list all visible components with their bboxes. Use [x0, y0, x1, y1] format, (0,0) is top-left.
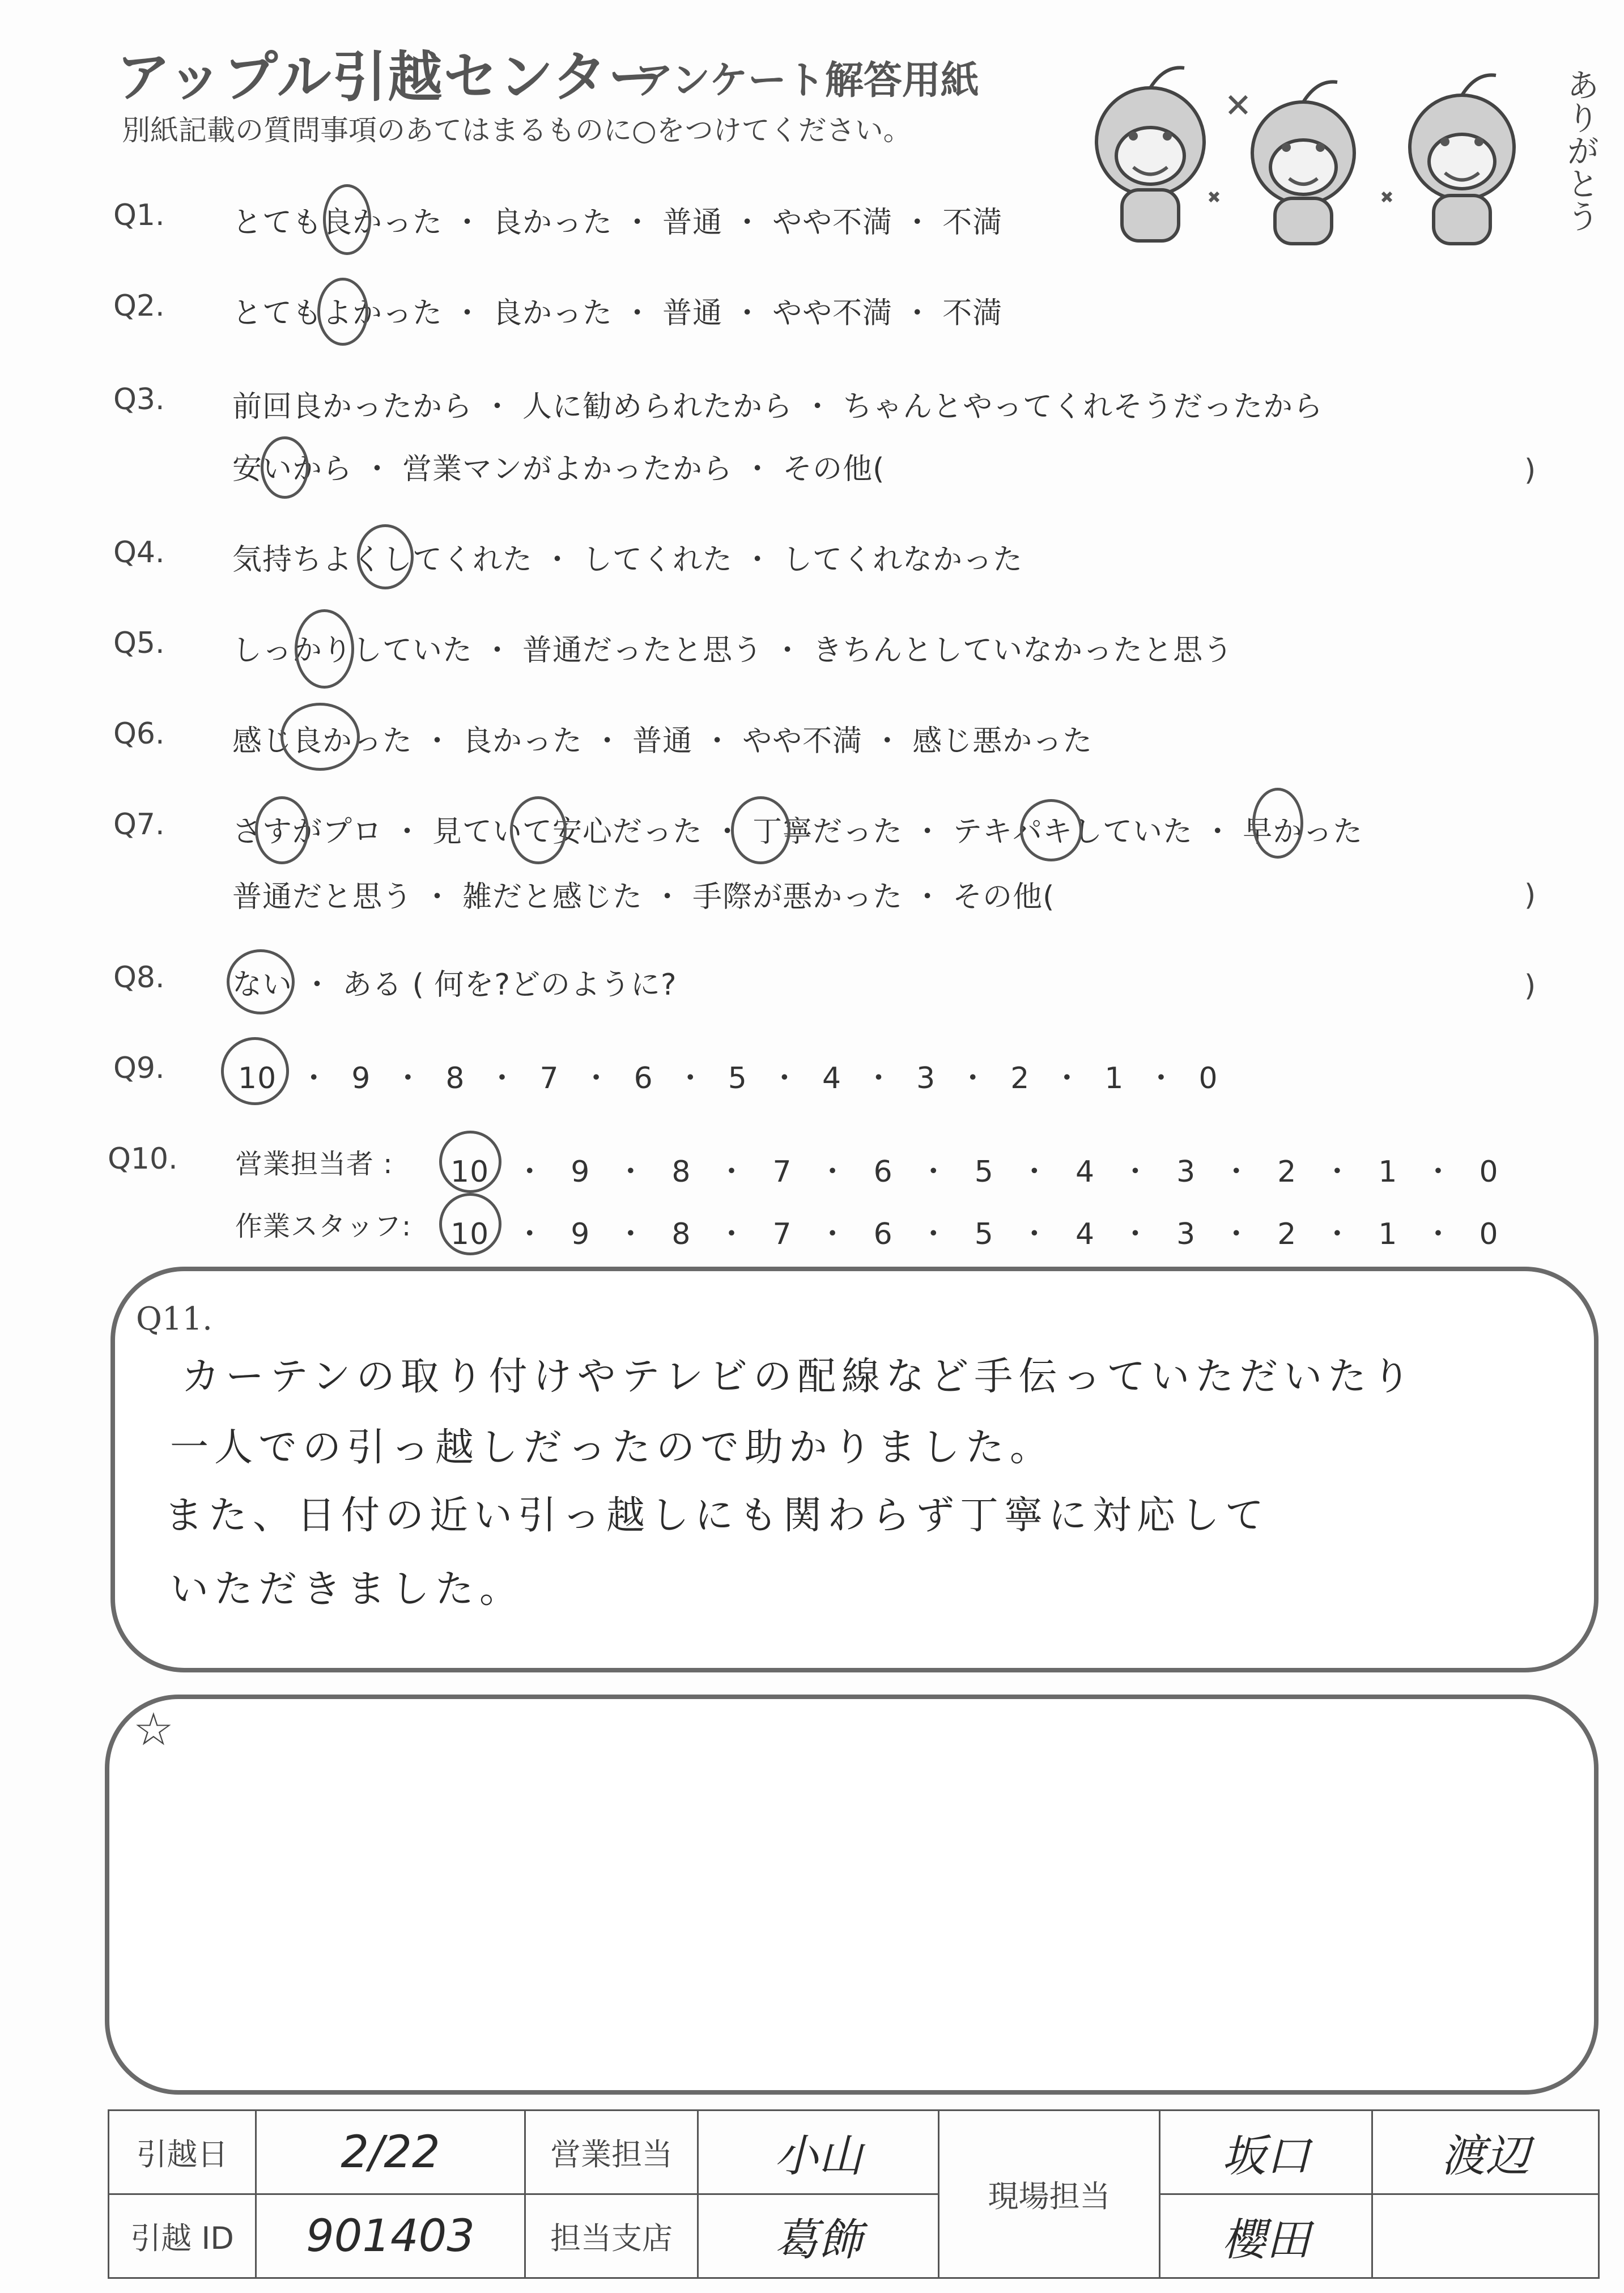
answer-circle-q10-staff [439, 1193, 501, 1255]
page-subtitle: アンケート解答用紙 [635, 58, 979, 103]
question-label-q1: Q1. [113, 198, 165, 232]
q10-sales-options: 10 ・ 9 ・ 8 ・ 7 ・ 6 ・ 5 ・ 4 ・ 3 ・ 2 ・ 1 ・ 0 [450, 1155, 1499, 1189]
answer-circle-q7-hayakatta [1252, 788, 1303, 859]
answer-circle-q7-tekipaki [1020, 799, 1082, 861]
move-id-label: 引越 ID [109, 2194, 256, 2278]
mascot-thanks-text: ありがとう [1561, 68, 1600, 232]
move-date-value: 2/22 [256, 2111, 525, 2194]
question-options-q7: さすがプロ ・ 見ていて安心だった ・ 丁寧だった ・ テキパキしていた ・ 早かった [232, 815, 1363, 849]
branch-label: 担当支店 [525, 2194, 698, 2278]
question-label-q5: Q5. [113, 626, 165, 660]
answer-circle-q2 [317, 278, 368, 346]
free-comment-box [105, 1695, 1599, 2095]
move-info-table [108, 2109, 1600, 2279]
site-staff-empty [1372, 2194, 1599, 2278]
site-staff-2: 渡辺 [1372, 2111, 1599, 2194]
answer-circle-q3 [261, 436, 309, 499]
question-options-q3-line2: 安いから ・ 営業マンがよかったから ・ その他( [232, 452, 885, 486]
answer-circle-q7-pro [255, 796, 309, 864]
question-options-q9: 10 ・ 9 ・ 8 ・ 7 ・ 6 ・ 5 ・ 4 ・ 3 ・ 2 ・ 1 ・ 0 [238, 1061, 1218, 1095]
question-options-q2: とてもよかった ・ 良かった ・ 普通 ・ やや不満 ・ 不満 [232, 296, 1003, 330]
close-paren-q7: ) [1524, 878, 1536, 912]
star-icon: ☆ [133, 1703, 174, 1756]
monkey-mascots-icon [1077, 57, 1587, 249]
question-label-q4: Q4. [113, 536, 165, 570]
answer-circle-q8 [227, 949, 295, 1014]
question-options-q5: しっかりしていた ・ 普通だったと思う ・ きちんとしていなかったと思う [232, 634, 1234, 668]
site-staff-1: 坂口 [1160, 2111, 1372, 2194]
close-paren-q3: ) [1524, 453, 1536, 487]
site-staff-label: 現場担当 [939, 2111, 1160, 2278]
q10-staff-options: 10 ・ 9 ・ 8 ・ 7 ・ 6 ・ 5 ・ 4 ・ 3 ・ 2 ・ 1 ・ 0 [450, 1217, 1499, 1251]
question-label-q9: Q9. [113, 1051, 165, 1085]
question-options-q8: ない ・ ある ( 何を?どのように? [232, 968, 677, 1002]
question-label-q10: Q10. [108, 1142, 178, 1176]
answer-circle-q5 [295, 609, 354, 689]
move-id-value: 901403 [256, 2194, 525, 2278]
sales-rep-label: 営業担当 [525, 2111, 698, 2194]
close-paren-q8: ) [1524, 969, 1536, 1003]
answer-circle-q1 [323, 184, 371, 255]
mascot-illustration [1077, 57, 1587, 249]
question-label-q3: Q3. [113, 383, 165, 417]
question-label-q2: Q2. [113, 289, 165, 323]
answer-circle-q4 [357, 524, 414, 589]
answer-circle-q6 [280, 703, 360, 771]
instruction-text: 別紙記載の質問事項のあてはまるものに○をつけてください。 [122, 114, 912, 147]
q11-handwritten-line-3: また、日付の近い引っ越しにも関わらず丁寧に対応して [164, 1493, 1270, 1538]
answer-circle-q7-anshin [510, 796, 567, 864]
answer-circle-q10-sales [439, 1131, 501, 1193]
question-label-q6: Q6. [113, 717, 165, 751]
page-title: アップル引越センター [116, 45, 664, 109]
question-options-q4: 気持ちよくしてくれた ・ してくれた ・ してくれなかった [232, 543, 1023, 577]
q10-staff-label: 作業スタッフ: [235, 1211, 412, 1242]
q11-handwritten-line-1: カーテンの取り付けやテレビの配線など手伝っていただいたり [181, 1354, 1417, 1399]
q11-handwritten-line-4: いただきました。 [170, 1567, 524, 1612]
question-options-q1: とても良かった ・ 良かった ・ 普通 ・ やや不満 ・ 不満 [232, 206, 1003, 240]
q11-handwritten-line-2: 一人での引っ越しだったので助かりました。 [170, 1425, 1055, 1470]
sales-rep-value: 小山 [698, 2111, 939, 2194]
question-label-q7: Q7. [113, 808, 165, 842]
branch-value: 葛飾 [698, 2194, 939, 2278]
question-options-q7-line2: 普通だと思う ・ 雑だと感じた ・ 手際が悪かった ・ その他( [232, 880, 1055, 914]
question-label-q8: Q8. [113, 961, 165, 995]
q11-label: Q11. [136, 1301, 212, 1337]
move-date-label: 引越日 [109, 2111, 256, 2194]
answer-circle-q9 [221, 1037, 289, 1105]
q10-sales-label: 営業担当者 : [235, 1148, 393, 1180]
question-options-q3: 前回良かったから ・ 人に勧められたから ・ ちゃんとやってくれそうだったから [232, 390, 1324, 424]
site-staff-3: 櫻田 [1160, 2194, 1372, 2278]
question-options-q6: 感じ良かった ・ 良かった ・ 普通 ・ やや不満 ・ 感じ悪かった [232, 724, 1093, 758]
answer-circle-q7-teinei [731, 796, 790, 864]
